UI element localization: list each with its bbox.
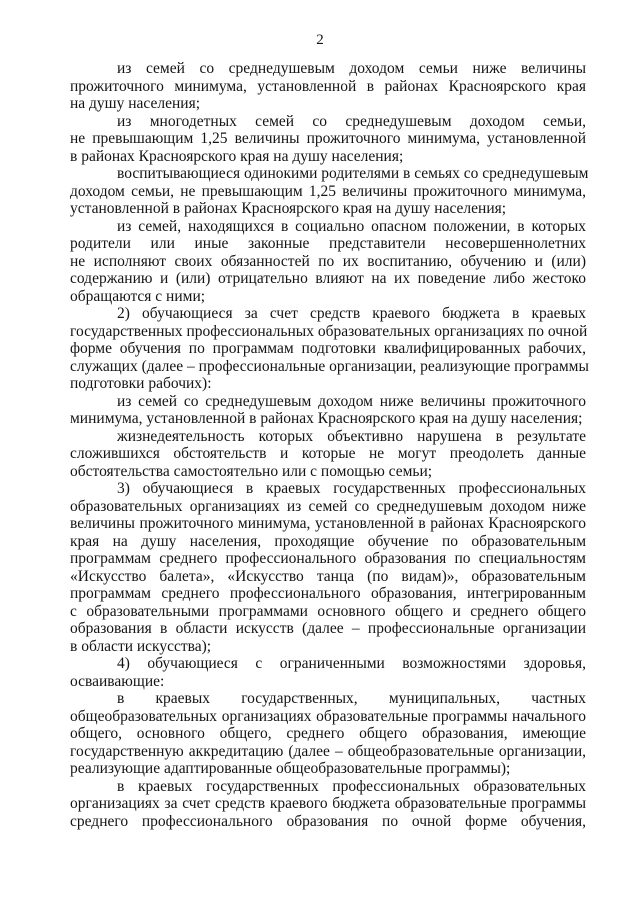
text-line: служащих (далее – профессиональные организации, реализующие программы	[70, 357, 589, 375]
text-line: осваивающие:	[70, 672, 165, 690]
text-line: в области искусства);	[70, 637, 212, 655]
text-line: 2) обучающиеся за счет средств краевого бюджета в краевых	[117, 305, 586, 322]
text-line: программам среднего профессионального образования по специальностям	[70, 550, 586, 567]
text-line: величины прожиточного минимума, установленной в районах Красноярского	[70, 515, 586, 532]
text-line: минимума, установленной в районах Красноярского края на душу населения;	[70, 410, 583, 427]
paragraph	[70, 393, 586, 428]
text-line: края на душу населения, проходящие обучение по образовательным	[70, 532, 586, 550]
paragraph	[70, 428, 586, 481]
text-line: из семей со среднедушевым доходом ниже величины прожиточного	[117, 392, 586, 410]
text-line: обстоятельства самостоятельно или с помощью семьи;	[70, 462, 433, 480]
text-line: 4) обучающиеся с ограниченными возможностями здоровья,	[117, 655, 586, 672]
text-line: прожиточного минимума, установленной в районах Красноярского края	[70, 77, 586, 95]
paragraph	[70, 480, 586, 655]
text-line: не превышающим 1,25 величины прожиточного минимума, установленной	[70, 130, 586, 147]
paragraph	[70, 60, 586, 113]
text-line: содержанию и (или) отрицательно влияют на их поведение либо жестоко	[70, 270, 586, 287]
text-line: образования в области искусств (далее – профессиональные организации	[70, 620, 586, 637]
text-line: жизнедеятельность которых объективно нарушена в результате	[117, 427, 586, 445]
paragraph	[70, 305, 589, 393]
text-line: родители или иные законные представители несовершеннолетних	[70, 235, 586, 252]
text-line: доходом семьи, не превышающим 1,25 величины прожиточного минимума,	[70, 182, 586, 200]
text-line: форме обучения по программам подготовки квалифицированных рабочих,	[70, 340, 586, 357]
text-line: подготовки рабочих):	[70, 375, 212, 392]
text-line: 3) обучающиеся в краевых государственных профессиональных	[117, 480, 586, 497]
text-line: воспитывающиеся одинокими родителями в семьях со среднедушевым	[117, 165, 589, 182]
text-line: общеобразовательных организациях образовательные программы начального	[70, 707, 586, 725]
paragraph	[70, 655, 586, 690]
text-line: организациях за счет средств краевого бюджета образовательные программы	[70, 795, 586, 812]
text-line: обращаются с ними;	[70, 287, 206, 305]
text-line: не исполняют своих обязанностей по их воспитанию, обучению и (или)	[70, 252, 586, 270]
paragraph	[70, 113, 586, 166]
text-line: программам среднего профессионального образования, интегрированным	[70, 585, 586, 602]
document-body	[70, 60, 589, 830]
text-line: на душу населения;	[70, 95, 201, 112]
text-line: среднего профессионального образования по очной форме обучения,	[70, 812, 586, 830]
paragraph	[70, 218, 586, 306]
text-line: с образовательными программами основного общего и среднего общего	[70, 602, 586, 620]
text-line: сложившихся обстоятельств и которые не могут преодолеть данные	[70, 445, 586, 462]
text-line: в районах Красноярского края на душу населения;	[70, 147, 404, 165]
paragraph	[70, 165, 589, 218]
text-line: общего, основного общего, среднего общего образования, имеющие	[70, 725, 586, 742]
text-line: из семей со среднедушевым доходом семьи ниже величины	[117, 60, 586, 77]
paragraph	[70, 778, 586, 831]
text-line: в краевых государственных, муниципальных, частных	[117, 690, 586, 707]
text-line: в краевых государственных профессиональных образовательных	[117, 777, 586, 795]
text-line: образовательных организациях из семей со среднедушевым доходом ниже	[70, 497, 586, 515]
text-line: из семей, находящихся в социально опасном положении, в которых	[117, 217, 586, 235]
text-line: государственных профессиональных образовательных организациях по очной	[70, 322, 588, 340]
page-number: 2	[316, 32, 324, 48]
text-line: государственную аккредитацию (далее – общеобразовательные организации,	[70, 742, 586, 760]
text-line: установленной в районах Красноярского края на душу населения;	[70, 200, 507, 217]
text-line: реализующие адаптированные общеобразовательные программы);	[70, 760, 511, 777]
paragraph	[70, 690, 586, 778]
text-line: «Искусство балета», «Искусство танца (по видам)», образовательным	[70, 567, 586, 585]
text-line: из многодетных семей со среднедушевым доходом семьи,	[117, 112, 586, 130]
